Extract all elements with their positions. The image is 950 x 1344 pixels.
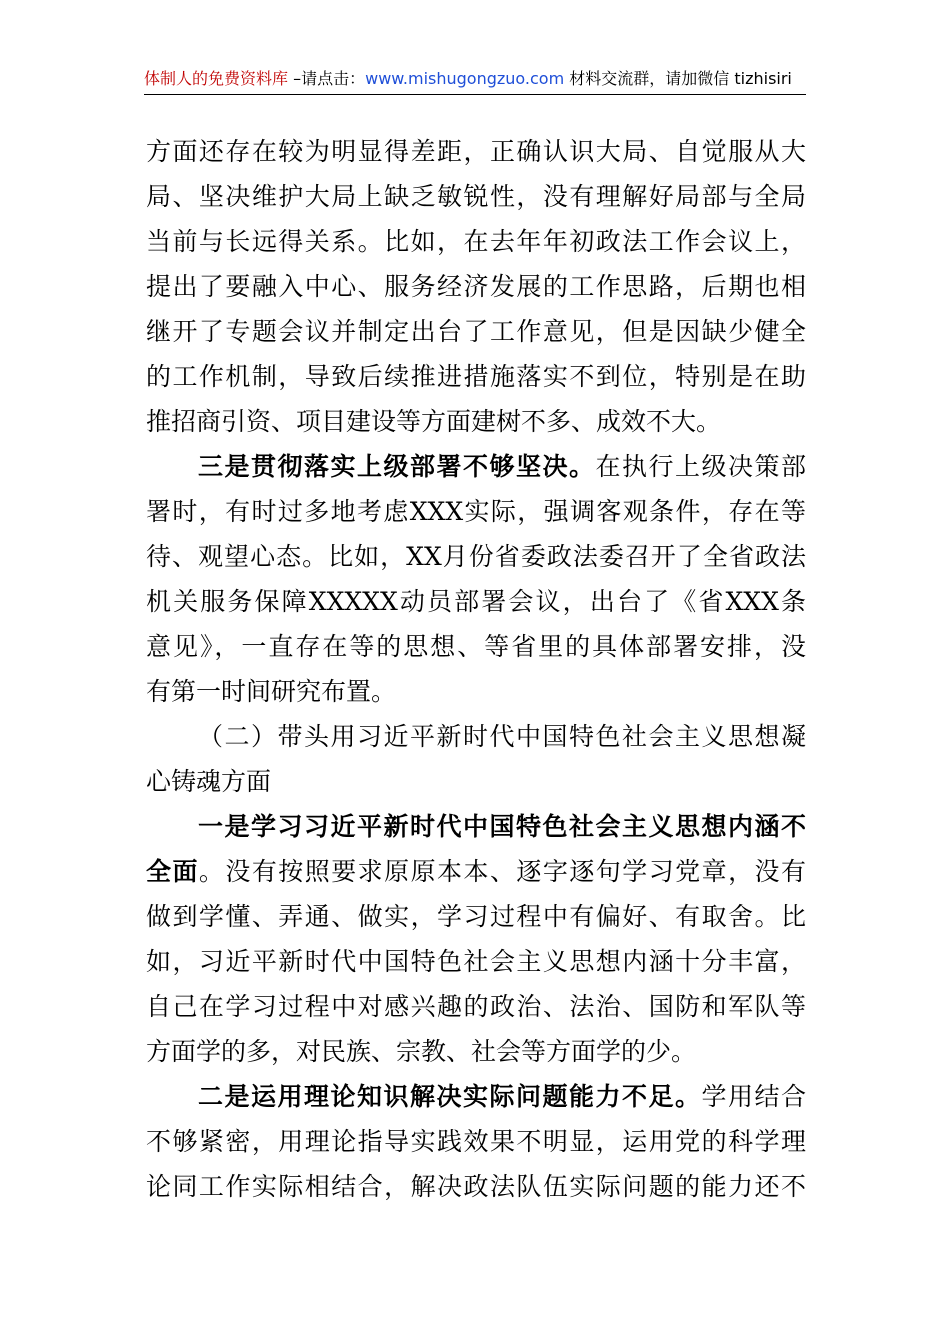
text-line: 论同工作实际相结合，解决政法队伍实际问题的能力还不 [146,1172,806,1201]
text-line: 有第一时间研究布置。 [146,677,397,706]
text-line: 不够紧密，用理论指导实践效果不明显，运用党的科学理 [146,1127,806,1156]
text-line: 方面还存在较为明显得差距，正确认识大局、自觉服从大 [146,137,806,166]
header-suffix: 材料交流群，请加微信 tizhisiri [564,69,792,88]
section-heading-line: （二）带头用习近平新时代中国特色社会主义思想凝 [198,722,806,751]
bold-heading: 三是贯彻落实上级部署不够坚决。 [198,452,596,481]
header-brand: 体制人的免费资料库 [144,69,289,88]
text-line: 全面。没有按照要求原原本本、逐字逐句学习党章，没有 [146,857,806,886]
text-line: 继开了专题会议并制定出台了工作意见，但是因缺少健全 [146,317,806,346]
text-line: 局、坚决维护大局上缺乏敏锐性，没有理解好局部与全局 [146,182,806,211]
text-line: 意见》，一直存在等的思想、等省里的具体部署安排，没 [146,632,806,661]
text-line: 提出了要融入中心、服务经济发展的工作思路，后期也相 [146,272,806,301]
document-body [146,129,806,1209]
bold-heading: 二是运用理论知识解决实际问题能力不足。 [198,1082,702,1111]
paragraph-heading-line: 三是贯彻落实上级部署不够坚决。在执行上级决策部 [198,452,806,481]
text-line: 署时，有时过多地考虑XXX实际，强调客观条件，存在等 [146,497,806,526]
text-line: 方面学的多，对民族、宗教、社会等方面学的少。 [146,1037,697,1066]
page-header [144,64,806,95]
text-line: 待、观望心态。比如，XX月份省委政法委召开了全省政法 [146,542,806,571]
bold-heading: 全面 [146,857,199,886]
paragraph-heading-line: 二是运用理论知识解决实际问题能力不足。学用结合 [198,1082,806,1111]
text-line: 自己在学习过程中对感兴趣的政治、法治、国防和军队等 [146,992,806,1021]
text-line: 做到学懂、弄通、做实，学习过程中有偏好、有取舍。比 [146,902,806,931]
header-url-link[interactable]: www.mishugongzuo.com [365,69,565,88]
bold-heading: 一是学习习近平新时代中国特色社会主义思想内涵不 [198,812,806,841]
header-prefix: –请点击： [288,69,366,88]
section-heading-line: 心铸魂方面 [146,767,272,796]
text-line: 推招商引资、项目建设等方面建树不多、成效不大。 [146,407,722,436]
text-line: 如，习近平新时代中国特色社会主义思想内涵十分丰富， [146,947,806,976]
text-line: 当前与长远得关系。比如，在去年年初政法工作会议上， [146,227,806,256]
text-line: 机关服务保障XXXXX动员部署会议，出台了《省XXX条 [146,587,806,616]
paragraph-heading-line [146,804,806,849]
text-line: 的工作机制，导致后续推进措施落实不到位，特别是在助 [146,362,806,391]
